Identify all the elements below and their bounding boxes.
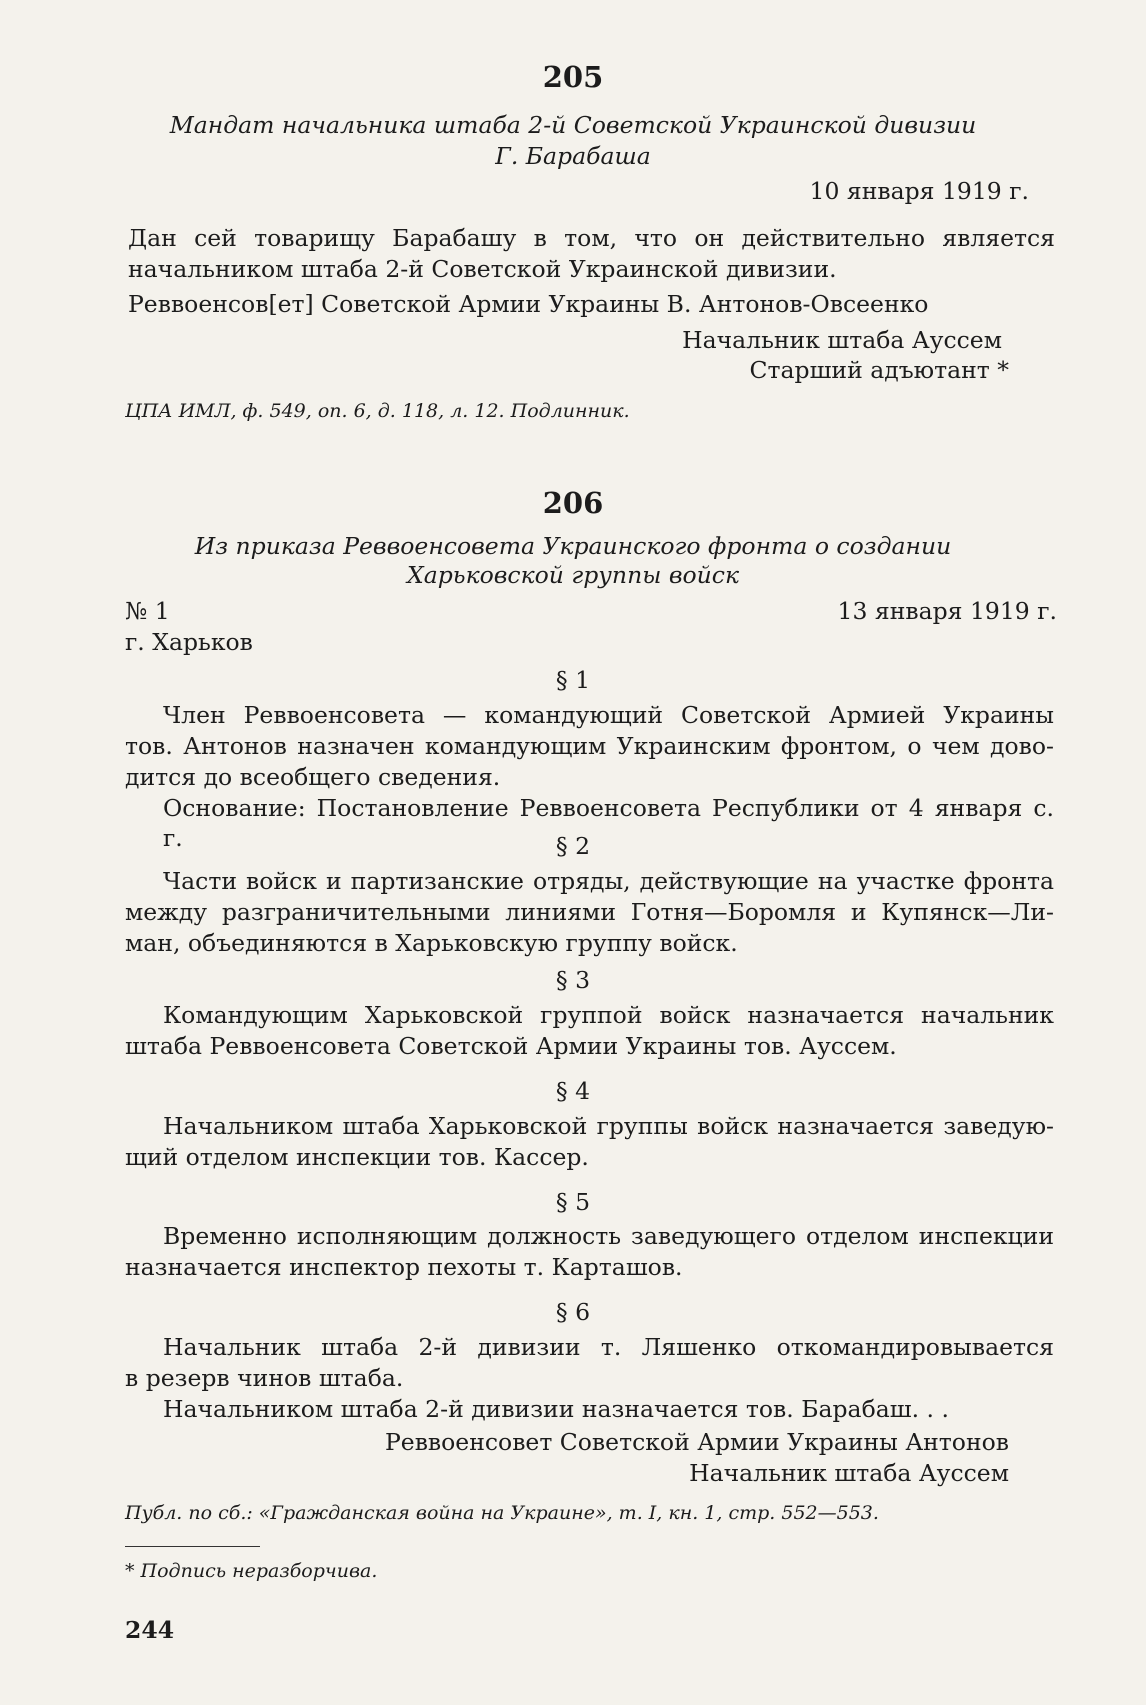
section-3-heading: § 3 — [555, 966, 591, 994]
section-1-heading: § 1 — [555, 666, 591, 694]
section-4-line1: Начальником штаба Харьковской группы войск назначается заведую- — [163, 1112, 1054, 1140]
section-5-line2: назначается инспектор пехоты т. Карташов. — [125, 1253, 683, 1281]
doc205-number: 205 — [542, 60, 604, 94]
section-2-line2: между разграничительными линиями Готня—Боромля и Купянск—Ли- — [125, 898, 1054, 926]
doc206-signature-1: Реввоенсовет Советской Армии Украины Антонов — [384, 1428, 1009, 1456]
section-2-line1: Части войск и партизанские отряды, действующие на участке фронта — [163, 867, 1054, 895]
section-5-heading: § 5 — [555, 1188, 591, 1216]
doc205-date: 10 января 1919 г. — [809, 177, 1029, 205]
doc205-body-line1: Дан сей товарищу Барабашу в том, что он действительно является — [128, 224, 1055, 252]
section-1-line2: тов. Антонов назначен командующим Украинским фронтом, о чем дово- — [125, 732, 1054, 760]
doc206-source: Публ. по сб.: «Гражданская война на Украине», т. I, кн. 1, стр. 552—553. — [125, 1502, 879, 1524]
section-5-line1: Временно исполняющим должность заведующего отделом инспекции — [163, 1222, 1054, 1250]
doc205-body-line2: начальником штаба 2-й Советской Украинской дивизии. — [128, 255, 837, 283]
section-3-line1: Командующим Харьковской группой войск назначается начальник — [163, 1001, 1054, 1029]
section-4-heading: § 4 — [555, 1077, 591, 1105]
section-1-line1: Член Реввоенсовета — командующий Советской Армией Украины — [163, 701, 1054, 729]
doc206-signature-2: Начальник штаба Ауссем — [689, 1459, 1009, 1487]
doc205-title-line1: Мандат начальника штаба 2-й Советской Украинской дивизии — [169, 111, 977, 139]
doc206-number: 206 — [542, 486, 604, 520]
doc206-order-number: № 1 — [125, 597, 170, 625]
doc205-signature-1: Реввоенсов[ет] Советской Армии Украины В. Антонов-Овсеенко — [128, 290, 929, 318]
doc205-source: ЦПА ИМЛ, ф. 549, оп. 6, д. 118, л. 12. Подлинник. — [125, 400, 630, 422]
doc206-title-line2: Харьковской группы войск — [407, 561, 739, 589]
section-6-line2: в резерв чинов штаба. — [125, 1364, 404, 1392]
section-6-line1: Начальник штаба 2-й дивизии т. Ляшенко откомандировывается — [163, 1333, 1054, 1361]
footnote: * Подпись неразборчива. — [125, 1560, 378, 1582]
doc205-signature-2: Начальник штаба Ауссем — [682, 326, 1002, 354]
section-1-basis: Основание: Постановление Реввоенсовета Республики от 4 января с. г. — [163, 794, 1054, 852]
footnote-divider — [125, 1546, 260, 1547]
section-2-line3: ман, объединяются в Харьковскую группу войск. — [125, 929, 738, 957]
doc206-date: 13 января 1919 г. — [837, 597, 1057, 625]
section-2-heading: § 2 — [555, 832, 591, 860]
doc206-title-line1: Из приказа Реввоенсовета Украинского фронта о создании — [194, 532, 952, 560]
section-1-line3: дится до всеобщего сведения. — [125, 763, 501, 791]
section-6-heading: § 6 — [555, 1298, 591, 1326]
section-3-line2: штаба Реввоенсовета Советской Армии Украины тов. Ауссем. — [125, 1032, 897, 1060]
doc205-title-line2: Г. Барабаша — [495, 142, 651, 170]
page-number: 244 — [125, 1616, 175, 1644]
section-6-appointment: Начальником штаба 2-й дивизии назначается тов. Барабаш. . . — [163, 1395, 949, 1423]
doc205-signature-3: Старший адъютант * — [749, 356, 1009, 384]
doc206-place: г. Харьков — [125, 628, 253, 656]
section-4-line2: щий отделом инспекции тов. Кассер. — [125, 1143, 589, 1171]
